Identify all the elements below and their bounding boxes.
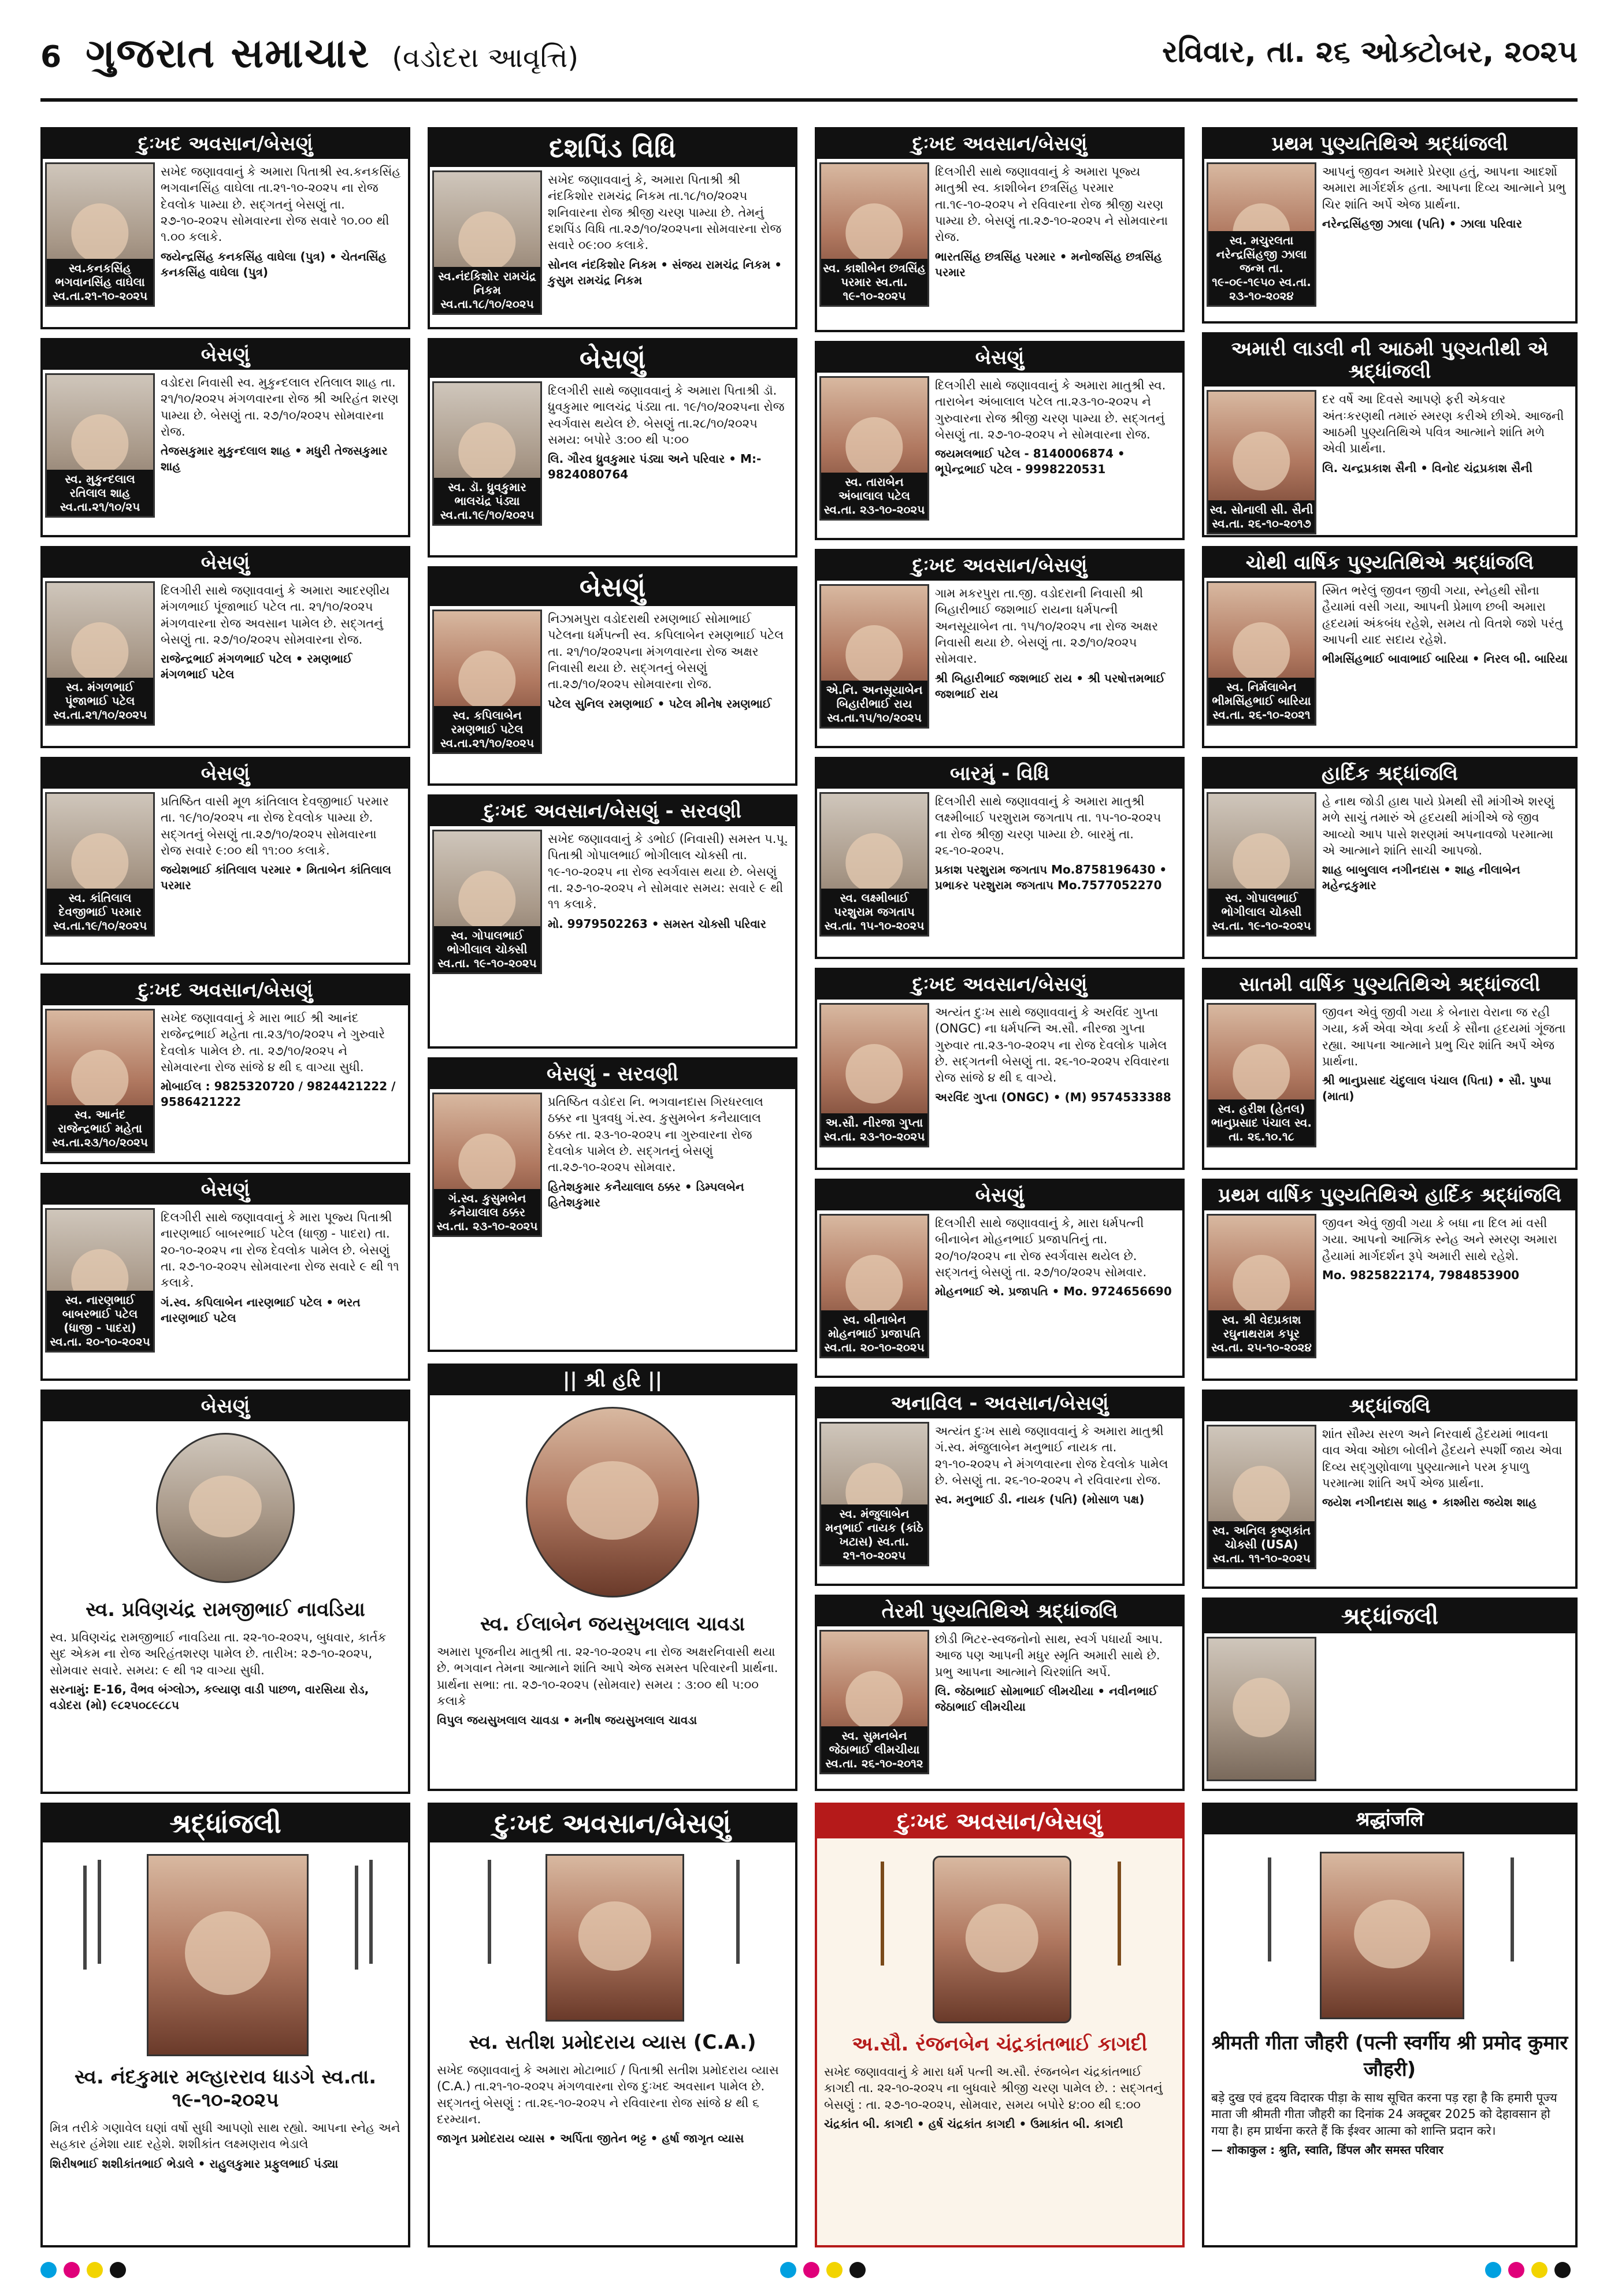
obituary-ad-25 [428,1364,797,1791]
family-names: Mo. 9825822174, 7984853900 [1322,1268,1520,1283]
registration-dot-cyan [40,2262,57,2278]
ad-text: સખેદ જણાવવાનું કે મારા ભાઈ શ્રી આનંદ રાજેન્દ્રભાઈ મહેતા તા.૨૩/૧૦/૨૦૨૫ ને ગુરુવારે દેવલોક પામેલ છે. તા. ૨૭/૧૦/૨૦૨૫ ને સોમવારના રોજ સાંજે ૪ થી ૬ વાગ્યા સુધી. [161,1011,385,1075]
family-names: ગં.સ્વ. કપિલાબેન નારણભાઈ પટેલ • ભરત નારણભાઈ પટેલ [161,1295,361,1325]
ad-text: પ્રતિષ્ઠિત વડોદરા નિ. ભગવાનદાસ ગિરધરલાલ ઠક્કર ના પુત્રવધુ ગં.સ્વ. કુસુમબેન કનૈયાલાલ ઠક્કર તા. ૨૩-૧૦-૨૦૨૫ ના ગુરુવારના રોજ દેવલોક પામેલ છે. સદ્ગતનું બેસણું તા.૨૭-૧૦-૨૦૨૫ સોમવાર. [548,1095,763,1175]
obituary-ad-14 [428,794,797,1049]
photo-caption: સ્વ. મચુરલતા નરેન્દ્રસિંહજી ઝાલા જન્મ તા. ૧૯-૦૯-૧૯૫૦ સ્વ.તા. ૨૩-૧૦-૨૦૨૪ [1208,231,1315,305]
family-names: મોબાઈલ : 9825320720 / 9824421222 / 9586421222 [161,1079,396,1109]
obituary-ad-31 [815,1803,1185,2247]
family-names: લિ. ચન્દ્રપ્રકાશ સૈની • વિનોદ ચંદ્રપ્રકાશ સૈની [1322,460,1532,475]
family-names: તેજસકુમાર મુકુન્દલાલ શાહ • મધુરી તેજસકુમાર શાહ [161,444,388,474]
ad-text: દિલગીરી સાથે જણાવવાનું કે અમારા માતુશ્રી લક્ષ્મીબાઈ પરશુરામ જગતાપ તા. ૧૫-૧૦-૨૦૨૫ ના રોજ શ્રીજી ચરણ પામ્યા છે. બારમું તા. ૨૬-૧૦-૨૦૨૫. [935,794,1161,858]
incense-stick-icon [881,1862,884,1966]
obituary-ad-28 [815,1595,1185,1791]
ad-title: બેસણું [43,340,408,370]
registration-dot-magenta [803,2262,819,2278]
ad-title: બેસણું - સરવણી [430,1060,795,1089]
obituary-ad-7 [815,341,1185,540]
obituary-ad-22 [815,1179,1185,1378]
family-names: — शोकाकुल : श्रुति, स्वाति, डिंपल और समस्त परिवार [1211,2143,1443,2157]
obituary-ad-1 [40,127,410,329]
ad-title: દુઃખદ અવસાન/બેસણું [817,970,1182,1000]
obituary-ad-11 [815,549,1185,748]
ad-title: દુઃખદ અવસાન/બેસણું [817,1805,1182,1838]
registration-dot-black [110,2262,126,2278]
family-names: લિ. જેઠાભાઈ સોમાભાઈ લીમચીયા • નવીનભાઈ જેઠાભાઈ લીમચીયા [935,1684,1158,1714]
family-names: રાજેન્દ્રભાઈ મંગળભાઈ પટેલ • રમણભાઈ મંગળભાઈ પટેલ [161,652,352,682]
family-names: સોનલ નંદકિશોર નિકમ • સંજય રામચંદ્ર નિકમ • કુસુમ રામચંદ્ર નિકમ [548,257,782,287]
ad-title: અનાવિલ - અવસાન/બેસણું [817,1389,1182,1418]
ad-text: મિત્ર તરીકે ગણાવેલ ઘણાં વર્ષો સુધી આપણો સાથ રહ્યો. આપના સ્નેહ અને સહકાર હંમેશા યાદ રહેશે. શશીકાંત લક્ષ્મણરાવ ભેડાલે [50,2120,400,2152]
ad-title: શ્રદ્ધાંજલી [1204,1600,1575,1633]
obituary-ad-17 [40,974,410,1164]
ad-title: સાતમી વાર્ષિક પુણ્યતિથિએ શ્રદ્ધાંજલી [1204,970,1575,1000]
photo-caption: સ્વ. કાશીબેન છત્રસિંહ પરમાર સ્વ.તા. ૧૯-૧૦-૨૦૨૫ [821,259,927,305]
obituary-ad-5 [40,338,410,537]
ad-text: અમારા પૂજનીય માતુશ્રી તા. ૨૨-૧૦-૨૦૨૫ ના રોજ અક્ષરનિવાસી થયા છે. ભગવાન તેમના આત્માને શાંતિ આપે એજ સમસ્ત પરિવારની પ્રાર્થના. પ્રાર્થના સભા: તા. ૨૭-૧૦-૨૦૨૫ (સોમવાર) સમય : ૩:૦૦ થી ૫:૦૦ કલાકે [437,1645,778,1708]
photo-caption: સ્વ. તારાબેન અંબાલાલ પટેલ સ્વ.તા. ૨૩-૧૦-૨૦૨૫ [821,473,927,519]
incense-stick-icon [98,1860,101,1964]
portrait-photo [432,1093,542,1237]
obituary-ad-16 [1202,757,1578,959]
ad-text: પ્રતિષ્ઠિત વાસી મૂળ કાંતિલાલ દેવજીભાઈ પરમાર તા. ૧૯/૧૦/૨૦૨૫ ના રોજ દેવલોક પામ્યા છે. સદ્ગતનું બેસણું તા.૨૭/૧૦/૨૦૨૫ સોમવારના રોજ સવારે ૯:૦૦ થી ૧૧:૦૦ કલાકે. [161,794,389,858]
ad-title: દશપિંડ વિધિ [430,129,795,167]
portrait-photo [819,1003,929,1147]
obituary-ad-18 [815,968,1185,1170]
registration-dot-magenta [64,2262,80,2278]
family-names: જયેશ નગીનદાસ શાહ • કાશ્મીરા જયેશ શાહ [1322,1495,1537,1510]
family-names: જયમલભાઈ પટેલ - 8140006874 • ભૂપેન્દ્રભાઈ પટેલ - 9998220531 [935,447,1125,477]
deceased-name: સ્વ. ઈલાબેન જયસુખલાલ ચાવડા [480,1613,745,1636]
ad-title: બારમું - વિધિ [817,759,1182,789]
portrait-photo [45,162,155,307]
ad-title: ચોથી વાર્ષિક પુણ્યતિથિએ શ્રદ્ધાંજલિ [1204,548,1575,578]
ad-title: બેસણું [43,1175,408,1205]
photo-caption: સ્વ. ડૉ. ધ્રુવકુમાર ભાલચંદ્ર પંડ્યા સ્વ.તા.૧૯/૧૦/૨૦૨૫ [434,478,540,524]
family-names: શિરીષભાઈ શશીકાંતભાઈ ભેડાલે • રાહુલકુમાર પ્રફુલભાઈ પંડ્યા [50,2156,339,2171]
ad-text: સખેદ જણાવવાનું કે અમારા મોટાભાઈ / પિતાશ્રી સતીશ પ્રમોદરાય વ્યાસ (C.A.) તા.૨૧-૧૦-૨૦૨૫ મંગળવારના રોજ દુઃખદ અવસાન પામેલ છે. સદ્ગતનું બેસણું : તા.૨૬-૧૦-૨૦૨૫ ને રવિવારના રોજ સાંજે ૪ થી ૬ દરમ્યાન. [437,2063,779,2126]
photo-caption: એ.નિ. અનસૂયાબેન બિહારીભાઈ રાય સ્વ.તા.૧૫/૧૦/૨૦૨૫ [821,681,927,727]
registration-dot-black [1554,2262,1571,2278]
ad-text: ગામ મકરપુરા તા.જી. વડોદરાની નિવાસી શ્રી બિહારીભાઈ જશભાઈ રાયના ધર્મપત્ની અનસૂયાબેન તા. ૧૫/૧૦/૨૦૨૫ ના રોજ અક્ષર નિવાસી થયા છે. બેસણું તા. ૨૭/૧૦/૨૦૨૫ સોમવાર. [935,586,1159,666]
photo-caption: સ્વ. હરીશ (હેતલ) ભાનુપ્રસાદ પંચાલ સ્વ. તા. ૨૬.૧૦.૧૮ [1208,1099,1315,1146]
portrait-photo [45,373,155,518]
portrait-photo [1207,1425,1316,1569]
portrait-photo [819,584,929,729]
photo-caption: સ્વ.કનકસિંહ ભગવાનસિંહ વાઘેલા સ્વ.તા.૨૧-૧૦-૨૦૨૫ [47,259,153,305]
family-names: અરવિંદ ગુપ્તા (ONGC) • (M) 9574533388 [935,1090,1171,1104]
ad-text: દિલગીરી સાથે જણાવવાનું કે મારા પૂજ્ય પિતાશ્રી નારણભાઈ બાબરભાઈ પટેલ (ધાજી - પાદરા) તા. ૨૦-૧૦-૨૦૨૫ ના રોજ દેવલોક પામેલ છે. બેસણું તા. ૨૭-૧૦-૨૦૨૫ સોમવારના રોજ સવારે ૯ થી ૧૧ કલાકે. [161,1210,399,1290]
obituary-ad-23 [1202,1179,1578,1381]
incense-stick-icon [736,1860,740,1964]
portrait-photo [1207,390,1316,534]
family-names: શ્રી ભાનુપ્રસાદ ચંદુલાલ પંચાલ (પિતા) • સૌ. પુષ્પા (માતા) [1322,1073,1552,1104]
incense-stick-icon [488,1860,491,1964]
issue-date: રવિવાર, તા. ૨૬ ઓક્ટોબર, ૨૦૨૫ [1162,35,1578,69]
photo-caption: સ્વ. ગોપાલભાઈ ભોગીલાલ ચોક્સી સ્વ.તા. ૧૯-૧૦-૨૦૨૫ [1208,889,1315,935]
registration-dot-cyan [1485,2262,1501,2278]
registration-dot-cyan [780,2262,796,2278]
ad-text: જીવન એવું જીવી ગયા કે બેનારા વેરાના જ રહી ગયા, કર્મ એવા એવા કર્યા કે સૌના હૃદયમાં ગૂંજતા રહ્યા. આપના આત્માને પ્રભુ ચિર શાંતિ અર્પે એજ પ્રાર્થના. [1322,1005,1566,1069]
portrait-photo [1320,1852,1464,2019]
photo-caption: સ્વ. સુમનબેન જેઠાભાઈ લીમચીયા સ્વ.તા. ૨૬-૧૦-૨૦૧૨ [821,1726,927,1773]
ad-text: વડોદરા નિવાસી સ્વ. મુકુન્દલાલ રતિલાલ શાહ તા. ૨૧/૧૦/૨૦૨૫ મંગળવારના રોજ શ્રી અરિહંત શરણ પામ્યા છે. બેસણું તા. ૨૭/૧૦/૨૦૨૫ સોમવારના રોજ. [161,376,399,439]
incense-stick-icon [1511,1857,1514,1961]
ad-text: નિઝામપુરા વડોદરાથી રમણભાઈ સોમાભાઈ પટેલના ધર્મપત્ની સ્વ. કપિલાબેન રમણભાઈ પટેલ તા. ૨૧/૧૦/૨૦૨૫ના મંગળવારના રોજ અક્ષર નિવાસી થયા છે. સદ્ગતનું બેસણું તા.૨૭/૧૦/૨૦૨૫ સોમવારના રોજ. [548,611,784,692]
ad-title: દુઃખદ અવસાન/બેસણું [43,976,408,1005]
portrait-photo [1207,1214,1316,1358]
deceased-name: સ્વ. નંદકુમાર મલ્હારરાવ ધાડગે સ્વ.તા. ૧૯-૧૦-૨૦૨૫ [74,2065,377,2112]
family-names: શાહ બાબુલાલ નગીનદાસ • શાહ નીલાબેન મહેન્દ્રકુમાર [1322,863,1520,893]
ad-title: દુઃખદ અવસાન/બેસણું - સરવણી [430,797,795,826]
ad-title: બેસણું [817,343,1182,373]
ad-title: શ્રદ્ધાંજલિ [1204,1392,1575,1421]
registration-marks [40,2262,1578,2285]
photo-caption: સ્વ. મંજુલાબેન મનુભાઈ નાયક (કાંઠે ખટાસ) સ્વ.તા. ૨૧-૧૦-૨૦૨૫ [821,1504,927,1565]
family-names: સ્વ. મનુભાઈ ડી. નાયક (પતિ) (મોસાળ પક્ષ) [935,1492,1145,1507]
incense-stick-icon [369,1860,373,1964]
portrait-photo [432,170,542,315]
family-names: વિપુલ જયસુખલાલ ચાવડા • મનીષ જયસુખલાલ ચાવડા [437,1713,697,1727]
family-names: જયેન્દ્રસિંહ કનકસિંહ વાઘેલા (પુત્ર) • ચેતનસિંહ કનકસિંહ વાઘેલા (પુત્ર) [161,249,387,279]
ad-title: બેસણું [43,548,408,578]
portrait-photo [432,610,542,754]
obituary-ad-20 [428,1057,797,1352]
portrait-photo [45,581,155,726]
portrait-photo [45,792,155,937]
portrait-photo [819,1214,929,1358]
registration-dot-magenta [1508,2262,1524,2278]
ad-title: દુઃખદ અવસાન/બેસણું [430,1805,795,1842]
registration-dot-yellow [87,2262,103,2278]
obituary-ad-21 [40,1173,410,1381]
ad-text: દર વર્ષે આ દિવસે આપણે ફરી એકવાર અંતઃકરણથી તમારું સ્મરણ કરીએ છીએ. આજની આઠમી પુણ્યતિથિએ પવિત્ર આત્માને શાંતિ મળે એવી પ્રાર્થના. [1322,392,1564,456]
family-names: ચંદ્રકાંત બી. કાગદી • હર્ષ ચંદ્રકાંત કાગદી • ઉમાકાંત બી. કાગદી [824,2117,1123,2131]
ad-text: સ્વ. પ્રવિણચંદ્ર રામજીભાઈ નાવડિયા તા. ૨૨-૧૦-૨૦૨૫, બુધવાર, કાર્તક સુદ એકમ ના રોજ અરિહંતશરણ પામેલ છે. તારીખ: ૨૭-૧૦-૨૦૨૫, સોમવાર સવારે. સમય: ૯ થી ૧૨ વાગ્યા સુધી. [50,1630,387,1677]
ad-text: દિલગીરી સાથે જણાવવાનું કે, મારા ધર્મપત્ની બીનાબેન મોહનભાઈ પ્રજાપતિનું તા. ૨૦/૧૦/૨૦૨૫ ના રોજ સ્વર્ગવાસ થયેલ છે. સદ્ગતનું બેસણું તા. ૨૭/૧૦/૨૦૨૫ સોમવાર. [935,1216,1147,1280]
portrait-photo [819,1630,929,1774]
ad-text: સખેદ જણાવવાનું કે મારા ધર્મ પત્ની અ.સૌ. રંજનબેન ચંદ્રકાંતભાઈ કાગદી તા. ૨૨-૧૦-૨૦૨૫ ના બુધવારે શ્રીજી ચરણ પામેલ છે. : સદ્ગતનું બેસણું : તા. ૨૭-૧૦-૨૦૨૫, સોમવાર, સમય બપોરે ૪:૦૦ થી ૬:૦૦ [824,2065,1163,2112]
obituary-ad-30 [428,1803,797,2247]
family-names: પટેલ સુનિલ રમણભાઈ • પટેલ મીનેષ રમણભાઈ [548,696,772,711]
obituary-ad-15 [815,757,1185,959]
portrait-photo [45,1208,155,1353]
ad-text: આપનું જીવન અમારે પ્રેરણા હતું, આપના આદર્શો અમારા માર્ગદર્શક હતા. આપના દિવ્ય આત્માને પ્રભુ ચિર શાંતિ અર્પે એજ પ્રાર્થના. [1322,165,1566,211]
portrait-photo [1207,581,1316,726]
obituary-ad-8 [1202,332,1578,537]
deceased-name: સ્વ. સતીશ પ્રમોદરાય વ્યાસ (C.A.) [469,2030,756,2054]
ad-title: બેસણું [817,1181,1182,1210]
family-names: શ્રી બિહારીભાઈ જશભાઈ રાય • શ્રી પરષોત્તમભાઈ જશભાઈ રાય [935,671,1166,701]
ad-title: અમારી લાડલી ની આઠમી પુણ્યતીથી એ શ્રદ્ધાંજલી [1204,335,1575,387]
ad-title: દુઃખદ અવસાન/બેસણું [817,551,1182,581]
family-names: નરેન્દ્રસિંહજી ઝાલા (પતિ) • ઝાલા પરિવાર [1322,217,1522,231]
ad-text: દિલગીરી સાથે જણાવવાનું કે અમારા પૂજ્ય માતુશ્રી સ્વ. કાશીબેન છત્રસિંહ પરમાર તા.૧૯-૧૦-૨૦૨૫ ને રવિવારના રોજ શ્રીજી ચરણ પામ્યા છે. બેસણું તા.૨૭-૧૦-૨૦૨૫ ને સોમવારના રોજ. [935,165,1168,244]
family-names: મો. 9979502263 • સમસ્ત ચોક્સી પરિવાર [548,916,767,931]
portrait-photo [432,830,542,974]
family-names: મોહનભાઈ એ. પ્રજાપતિ • Mo. 9724656690 [935,1284,1172,1299]
portrait-photo [45,1009,155,1153]
obituary-ad-10 [428,566,797,786]
incense-stick-icon [83,1866,87,1970]
family-names: સરનામું: E-16, વૈભવ બંગ્લોઝ, કલ્યાણ વાડી પાછળ, વારસિયા રોડ, વડોદરા (મો) ૯૮૨૫૦૮૯૮૮૫ [50,1682,369,1712]
family-names: પ્રકાશ પરશુરામ જગતાપ Mo.8758196430 • પ્રભાકર પરશુરામ જગતાપ Mo.7577052270 [935,863,1167,893]
obituary-ad-19 [1202,968,1578,1170]
obituary-ad-28b [1202,1597,1578,1791]
ad-title: પ્રથમ પુણ્યતિથિએ શ્રદ્ધાંજલી [1204,129,1575,159]
ad-text: હે નાથ જોડી હાથ પાયે પ્રેમથી સૌ માંગીએ શરણું મળે સાચું તમારું એ હૃદયથી માંગીએ જે જીવ આવ્યો આપ પાસે શરણમાં અપનાવજો પરમાત્મા એ આત્માને શાંતિ સાચી આપજો. [1322,794,1554,858]
photo-caption: સ્વ. અનિલ કૃષ્ણકાંત ચોક્સી (USA) સ્વ.તા. ૧૧-૧૦-૨૦૨૫ [1208,1521,1315,1567]
ad-text: દિલગીરી સાથે જણાવવાનું કે અમારા આદરણીય મંગળભાઈ પૂંજાભાઈ પટેલ તા. ૨૧/૧૦/૨૦૨૫ મંગળવારના રોજ અવસાન પામેલ છે. સદ્ગતનું બેસણું તા. ૨૭/૧૦/૨૦૨૫ સોમવારના રોજ. [161,584,390,647]
portrait-photo [1207,1637,1316,1781]
portrait-photo [526,1407,699,1597]
ad-title: બેસણું [430,340,795,378]
obituary-ad-24 [40,1390,410,1794]
family-names: હિતેશકુમાર કનૈયાલાલ ઠક્કર • ડિમ્પલબેન હિતેશકુમાર [548,1179,744,1209]
ad-text: છોડી ભિટર-સ્વજનોનો સાથ, સ્વર્ગ પધાર્યા આપ. આજ પણ આપની મધુર સ્મૃતિ અમારી સાથે છે. પ્રભુ આપના આત્માને ચિરશાંતિ અર્પે. [935,1632,1163,1679]
family-names: લિ. ગૌરવ ધ્રુવકુમાર પંડ્યા અને પરિવાર • M:- 9824080764 [548,452,762,482]
photo-caption: સ્વ. સોનાલી સી. સૈની સ્વ.તા. ૨૬-૧૦-૨૦૧૭ [1208,500,1315,533]
ad-title: બેસણું [43,759,408,789]
photo-caption: સ્વ. આનંદ રાજેન્દ્રભાઈ મહેતા સ્વ.તા.૨૩/૧૦/૨૦૨૫ [47,1105,153,1151]
obituary-ad-29 [40,1803,410,2247]
ad-text: સખેદ જણાવવાનું કે અમારા પિતાશ્રી સ્વ.કનકસિંહ ભગવાનસિંહ વાઘેલા તા.૨૧-૧૦-૨૦૨૫ ના રોજ દેવલોક પામ્યા છે. સદ્ગતનું બેસણું તા. ૨૭-૧૦-૨૦૨૫ સોમવારના રોજ સવારે ૧૦.૦૦ થી ૧.૦૦ કલાકે. [161,165,401,244]
ad-title: શ્રદ્ધાંજલી [43,1805,408,1842]
incense-stick-icon [1118,1862,1121,1966]
portrait-photo [545,1854,684,2022]
obituary-ad-13 [40,757,410,965]
portrait-photo [819,162,929,307]
obituary-ad-6 [428,338,797,558]
ad-title: દુઃખદ અવસાન/બેસણું [43,129,408,159]
portrait-photo [1207,1003,1316,1147]
portrait-photo [1207,792,1316,937]
obituary-ad-2 [428,127,797,329]
photo-caption: સ્વ. મંગળભાઈ પૂંજાભાઈ પટેલ સ્વ.તા.૨૧/૧૦/૨૦૨૫ [47,678,153,724]
photo-caption: સ્વ. મુકુન્દલાલ રતિલાલ શાહ સ્વ.તા.૨૧/૧૦/૨૫ [47,470,153,516]
family-names: જાગૃત પ્રમોદરાય વ્યાસ • અર્પિતા જીતેન ભટ્ટ • હર્ષા જાગૃત વ્યાસ [437,2131,744,2146]
ad-title: બેસણું [43,1392,408,1421]
ad-title: હાર્દિક શ્રદ્ધાંજલિ [1204,759,1575,789]
photo-caption: સ્વ. લક્ષ્મીબાઈ પરશુરામ જગતાપ સ્વ.તા. ૧૫-૧૦-૨૦૨૫ [821,889,927,935]
deceased-name: અ.સૌ. રંજનબેન ચંદ્રકાંતભાઈ કાગદી [852,2033,1148,2056]
obituary-ad-9 [40,546,410,748]
photo-caption: સ્વ. કાંતિલાલ દેવજીભાઈ પરમાર સ્વ.તા.૧૯/૧૦/૨૦૨૫ [47,889,153,935]
photo-caption: સ્વ.નંદકિશોર રામચંદ્ર નિકમ સ્વ.તા.૧૮/૧૦/૨૦૨૫ [434,267,540,313]
incense-stick-icon [355,1866,358,1970]
family-names: ભારતસિંહ છત્રસિંહ પરમાર • મનોજસિંહ છત્રસિંહ પરમાર [935,249,1162,279]
ad-text: જીવન એવું જીવી ગયા કે બધા ના દિલ માં વસી ગયા. આપનો આત્મિક સ્નેહ અને સ્મરણ અમારા હૈયામાં માર્ગદર્શન રૂપે અમારી સાથે રહેશે. [1322,1216,1557,1263]
obituary-ad-26 [815,1387,1185,1586]
photo-caption: સ્વ. શ્રી વેદપ્રકાશ રઘુનાથરામ કપૂર સ્વ.તા. ૨૫-૧૦-૨૦૨૪ [1208,1310,1315,1357]
masthead [40,29,578,77]
portrait-photo [819,792,929,937]
portrait-photo [1207,162,1316,307]
ad-text: बड़े दुख एवं हृदय विदारक पीड़ा के साथ सूचित करना पड़ रहा है कि हमारी पूज्य माता जी श्रीमती गीता जौहरी का दिनांक 24 अक्टूबर 2025 को देहावसान हो गया है। हम प्रार्थना करते हैं कि ईश्वर आत्मा को शान्ति प्रदान करे। [1211,2091,1557,2138]
ad-text: દિલગીરી સાથે જણાવવાનું કે અમારા પિતાશ્રી ડૉ. ધ્રુવકુમાર ભાલચંદ્ર પંડ્યા તા. ૧૯/૧૦/૨૦૨૫ના રોજ સ્વર્ગવાસ થયેલ છે. બેસણું તા.૨૮/૧૦/૨૦૨૫ સમય: બપોરે ૩:૦૦ થી ૫:૦૦ [548,383,785,447]
obituary-ad-3 [815,127,1185,332]
photo-caption: સ્વ. નારણભાઈ બાબરભાઈ પટેલ (ધાજી - પાદરા) સ્વ.તા. ૨૦-૧૦-૨૦૨૫ [47,1291,153,1351]
incense-stick-icon [1268,1857,1271,1961]
obituary-ad-12 [1202,546,1578,748]
ad-title: બેસણું [430,569,795,606]
deceased-name: श्रीमती गीता जौहरी (पत्नी स्वर्गीय श्री प्रमोद कुमार जौहरी) [1211,2031,1568,2082]
photo-caption: સ્વ. નિર્મલાબેન ભીમસિંહભાઈ બારિયા સ્વ.તા. ૨૬-૧૦-૨૦૨૧ [1208,678,1315,724]
obituary-ad-27 [1202,1390,1578,1589]
ad-text: સખેદ જણાવવાનું કે, અમારા પિતાશ્રી શ્રી નંદકિશોર રામચંદ્ર નિકમ તા.૧૮/૧૦/૨૦૨૫ શનિવારના રોજ શ્રીજી ચરણ પામ્યા છે. તેમનું દશપિંડ વિધિ તા.૨૭/૧૦/૨૦૨૫ના સોમવારના રોજ સવારે ૦૯:૦૦ કલાકે. [548,172,782,252]
ad-text: દિલગીરી સાથે જણાવવાનું કે અમારા માતુશ્રી સ્વ. તારાબેન અંબાલાલ પટેલ તા.૨૩-૧૦-૨૦૨૫ ને ગુરુવારના રોજ શ્રીજી ચરણ પામ્યા છે. સદ્ગતનું બેસણું તા. ૨૭-૧૦-૨૦૨૫ ને સોમવારના રોજ. [935,378,1166,442]
obituary-ad-32 [1202,1803,1578,2247]
registration-dot-yellow [826,2262,843,2278]
page-header [40,12,1578,102]
portrait-photo [933,1856,1071,2023]
portrait-photo [819,1422,929,1566]
registration-dot-black [849,2262,866,2278]
ad-title: પ્રથમ વાર્ષિક પુણ્યતિથિએ હાર્દિક શ્રદ્ધાંજલિ [1204,1181,1575,1210]
ad-title: તેરમી પુણ્યતિથિએ શ્રદ્ધાંજલિ [817,1597,1182,1626]
photo-caption: અ.સૌ. નીરજા ગુપ્તા સ્વ.તા. ૨૩-૧૦-૨૦૨૫ [821,1113,927,1146]
page-number: 6 [40,40,62,75]
edition-label: (વડોદરા આવૃત્તિ) [392,42,579,74]
family-names: ભીમસિંહભાઈ બાવાભાઈ બારિયા • નિરલ બી. બારિયા [1322,652,1568,666]
portrait-photo [432,381,542,526]
family-names: જયેશભાઈ કાંતિલાલ પરમાર • મિતાબેન કાંતિલાલ પરમાર [161,863,391,893]
portrait-photo [147,1854,309,2056]
ad-title: || શ્રી હરિ || [430,1366,795,1395]
ad-text: અત્યંત દુઃખ સાથે જણાવવાનું કે અમારા માતુશ્રી ગં.સ્વ. મંજુલાબેન મનુભાઈ નાયક તા. ૨૧-૧૦-૨૦૨૫ ને મંગળવારના રોજ દેવલોક પામેલ છે. બેસણું તા. ૨૬-૧૦-૨૦૨૫ ને રવિવારના રોજ. [935,1424,1168,1488]
ad-text: શાંત સૌમ્ય સરળ અને નિરવાર્થ હૈદયમાં ભાવના વાવ એવા ઓછા બોલીને હૈદયને સ્પર્શી જાય એવા દિવ્ય સદ્‌ગુણોવાળા પુણ્યાત્માને પરમ કૃપાળુ પરમાત્મા શાંતિ અર્પે એજ પ્રાર્થના. [1322,1427,1563,1491]
ad-text: સ્મિત ભરેલું જીવન જીવી ગયા, સ્નેહથી સૌના હૈયામાં વસી ગયા, આપની પ્રેમાળ છબી અમારા હૃદયમાં અંકબંધ રહેશે, સમય તો વિતશે જશે પરંતુ આપની યાદ સદાય રહેશે. [1322,584,1563,647]
photo-caption: સ્વ. કપિલાબેન રમણભાઈ પટેલ સ્વ.તા.૨૧/૧૦/૨૦૨૫ [434,706,540,752]
registration-dot-yellow [1531,2262,1548,2278]
portrait-photo [819,376,929,521]
photo-caption: ગં.સ્વ. કુસુમબેન કનૈયાલાલ ઠક્કર સ્વ.તા. ૨૩-૧૦-૨૦૨૫ [434,1189,540,1235]
obituary-ad-4 [1202,127,1578,324]
ad-text: સખેદ જણાવવાનું કે ડભોઈ (નિવાસી) સમસ્ત પ.પૂ. પિતાશ્રી ગોપાલભાઈ ભોગીલાલ ચોક્સી તા. ૧૯-૧૦-૨૦૨૫ ના રોજ સ્વર્ગવાસ થયા છે. બેસણું તા. ૨૭-૧૦-૨૦૨૫ ને સોમવાર સમય: સવારે ૯ થી ૧૧ કલાકે. [548,832,788,912]
ad-text: અત્યંત દુઃખ સાથે જણાવવાનું કે અરવિંદ ગુપ્તા (ONGC) ના ધર્મપત્નિ અ.સૌ. નીરજા ગુપ્તા ગુરુવાર તા.૨૩-૧૦-૨૦૨૫ ના રોજ દેવલોક પામેલ છે. સદ્ગતની બેસણું તા. ૨૬-૧૦-૨૦૨૫ રવિવારના રોજ સાંજે ૪ થી ૬ વાગ્યે. [935,1005,1170,1085]
ad-title: श्रद्धांजलि [1204,1805,1575,1834]
newspaper-name: ગુજરાત સમાચાર [86,29,370,77]
deceased-name: સ્વ. પ્રવિણચંદ્ર રામજીભાઈ નાવડિયા [86,1598,365,1622]
ad-title: દુઃખદ અવસાન/બેસણું [817,129,1182,159]
photo-caption: સ્વ. ગોપાલભાઈ ભોગીલાલ ચોક્સી સ્વ.તા. ૧૯-૧૦-૨૦૨૫ [434,926,540,972]
photo-caption: સ્વ. બીનાબેન મોહનભાઈ પ્રજાપતિ સ્વ.તા. ૨૦-૧૦-૨૦૨૫ [821,1310,927,1357]
portrait-photo [156,1433,295,1583]
